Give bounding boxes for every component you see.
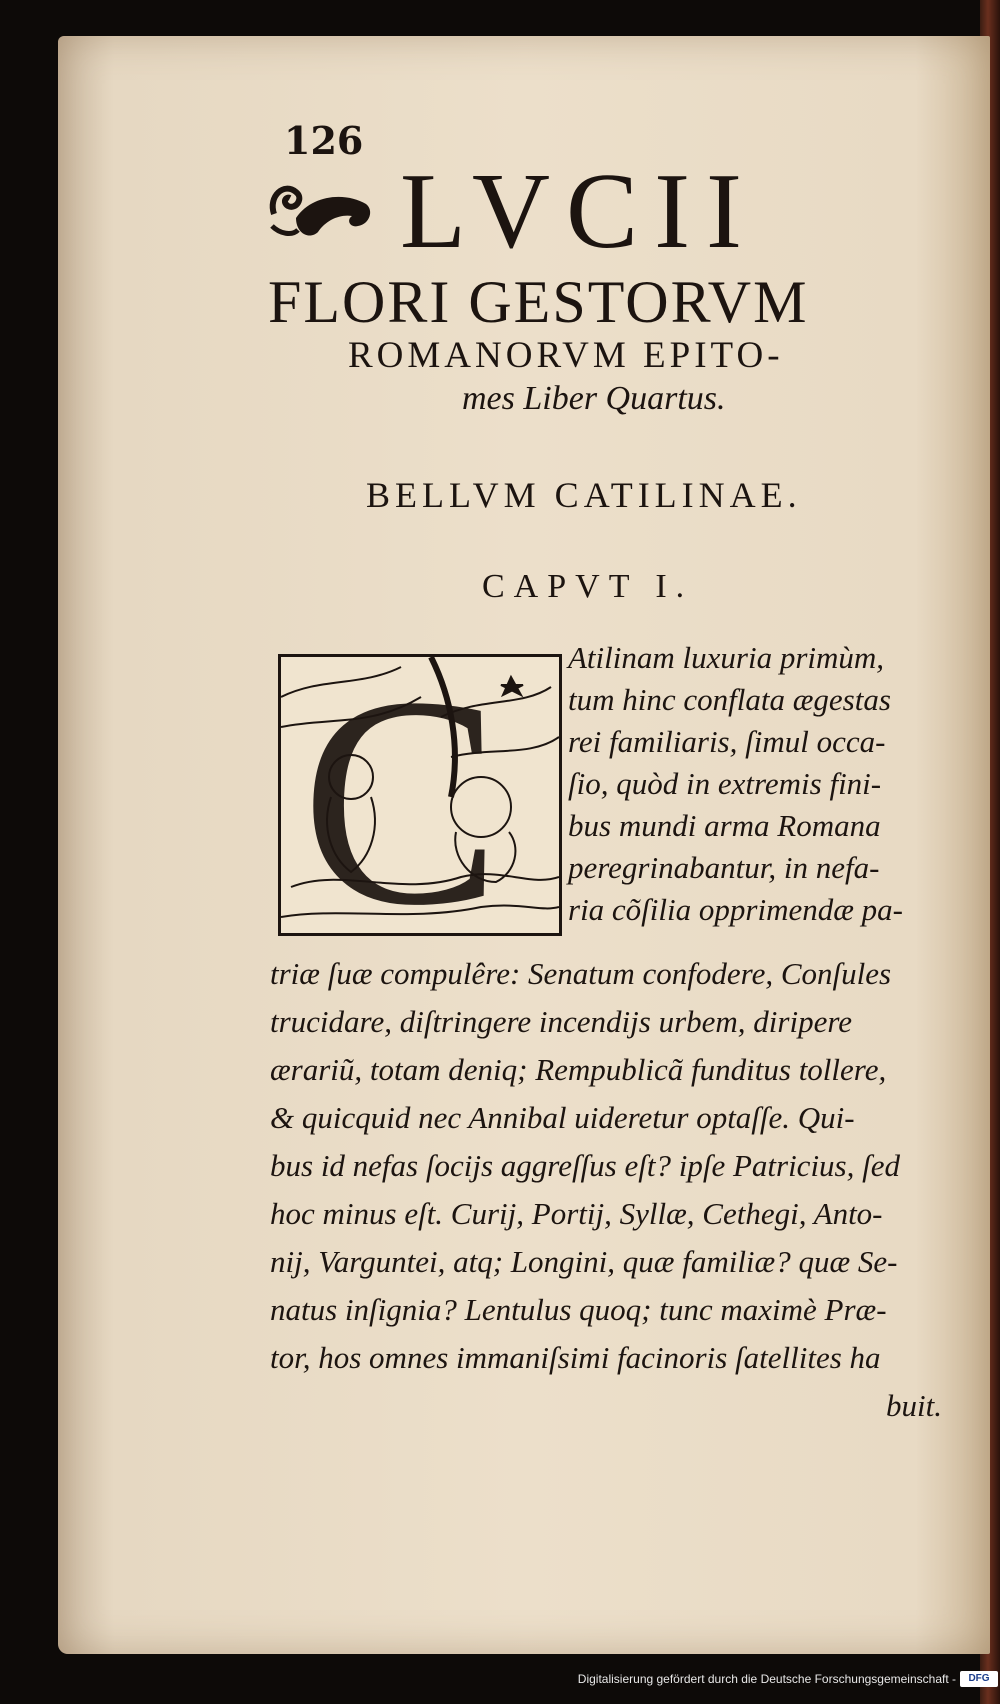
chapter-heading: CAPVT I. xyxy=(482,568,694,605)
fleuron-icon xyxy=(266,174,378,246)
text-line: tor, hos omnes immaniſsimi facinoris ſatellites ha xyxy=(270,1340,881,1375)
text-line: peregrinabantur, in nefa- xyxy=(568,850,880,885)
dfg-logo: DFG xyxy=(960,1671,998,1687)
title-line-1: LVCII xyxy=(400,152,759,271)
title-line-3: ROMANORVM EPITO- xyxy=(348,335,784,376)
text-line: bus id nefas ſocijs aggreſſus eſt? ipſe Patricius, ſed xyxy=(270,1148,900,1183)
section-heading: BELLVM CATILINAE. xyxy=(366,475,802,515)
page-number: 126 xyxy=(284,118,364,163)
text-line: bus mundi arma Romana xyxy=(568,808,881,843)
text-line: Atilinam luxuria primùm, xyxy=(568,640,885,675)
text-line: & quicquid nec Annibal uideretur optaſſe. Qui- xyxy=(270,1100,855,1135)
text-line: nij, Varguntei, atq; Longini, quæ familiæ? quæ Se- xyxy=(270,1244,898,1279)
title-line-2: FLORI GESTORVM xyxy=(268,269,809,335)
initial-letter: C xyxy=(301,654,502,936)
text-line: trucidare, diſtringere incendijs urbem, diripere xyxy=(270,1004,853,1039)
text-line: hoc minus eſt. Curij, Portij, Syllæ, Cethegi, Anto- xyxy=(270,1196,883,1231)
text-line: triæ ſuæ compulêre: Senatum confodere, Conſules xyxy=(270,956,892,991)
decorated-initial xyxy=(278,654,562,936)
digitization-credit: Digitalisierung gefördert durch die Deutsche Forschungsgemeinschaft - xyxy=(577,1672,956,1686)
text-line: ria cõſilia opprimendæ pa- xyxy=(568,892,903,927)
text-line: ærariũ, totam deniq; Rempublicã funditus tollere, xyxy=(270,1052,887,1087)
text-line: buit. xyxy=(886,1388,942,1423)
text-line: ſio, quòd in extremis fini- xyxy=(568,766,882,801)
text-line: natus inſignia? Lentulus quoq; tunc maximè Præ- xyxy=(270,1292,887,1327)
text-line: rei familiaris, ſimul occa- xyxy=(568,724,886,759)
text-line: tum hinc conflata ægestas xyxy=(568,682,891,717)
title-line-4: mes Liber Quartus. xyxy=(462,380,726,417)
